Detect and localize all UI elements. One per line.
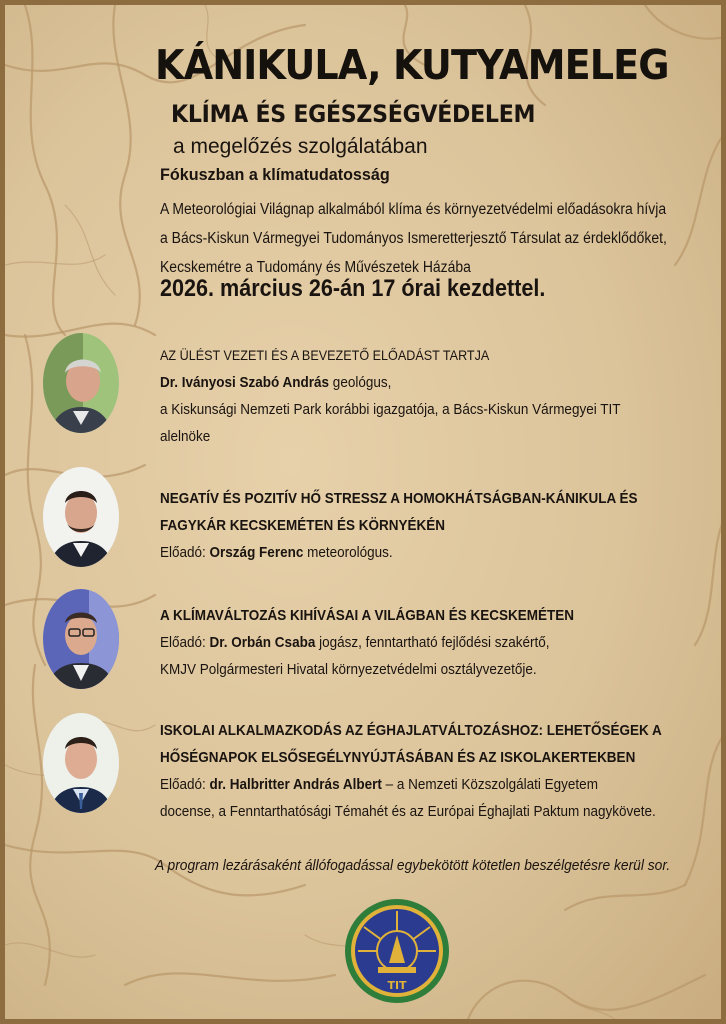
speaker-photo-4-icon xyxy=(43,713,119,813)
talk-4-title: ISKOLAI ALKALMAZKODÁS AZ ÉGHAJLATVÁLTOZÁSHOZ: LEHETŐSÉGEK A xyxy=(160,722,662,739)
speaker-1-block xyxy=(160,342,720,450)
poster-tagline: a megelőzés szolgálatában xyxy=(173,135,428,158)
presenter-label: Előadó: xyxy=(160,776,210,793)
speaker-3-block xyxy=(160,602,720,683)
speaker-3-role-line: KMJV Polgármesteri Hivatal környezetvédelmi osztályvezetője. xyxy=(160,661,537,678)
talk-2-title: FAGYKÁR KECSKEMÉTEN ÉS KÖRNYÉKÉN xyxy=(160,517,446,534)
speaker-2-name: Ország Ferenc xyxy=(209,544,304,561)
event-date: 2026. március 26-án 17 órai kezdettel. xyxy=(160,275,546,302)
invitation-line: a Bács-Kiskun Vármegyei Tudományos Ismeretterjesztő Társulat az érdeklődőket, xyxy=(160,230,667,247)
speaker-1-heading: AZ ÜLÉST VEZETI ÉS A BEVEZETŐ ELŐADÁST TARTJA xyxy=(160,347,490,363)
invitation-text xyxy=(160,195,720,282)
speaker-1-role-line: a Kiskunsági Nemzeti Park korábbi igazgatója, a Bács-Kiskun Vármegyei TIT xyxy=(160,401,621,418)
poster-subtitle: KLÍMA ÉS EGÉSZSÉGVÉDELEM xyxy=(171,100,536,128)
speaker-4-role: – a Nemzeti Közszolgálati Egyetem xyxy=(381,776,598,793)
invitation-line: A Meteorológiai Világnap alkalmából klíma és környezetvédelmi előadásokra hívja xyxy=(160,201,667,218)
speaker-3-line xyxy=(160,629,664,656)
speaker-4-role-line: docense, a Fenntarthatósági Témahét és az Európai Éghajlati Paktum nagykövete. xyxy=(160,803,656,820)
closing-note: A program lezárásaként állófogadással egybekötött kötetlen beszélgetésre kerül sor. xyxy=(155,857,671,874)
speaker-3-role: jogász, fenntartható fejlődési szakértő, xyxy=(315,634,550,651)
speaker-2-line xyxy=(160,539,664,566)
poster-title: KÁNIKULA, KUTYAMELEG xyxy=(155,41,669,89)
focus-heading: Fókuszban a klímatudatosság xyxy=(160,165,390,184)
speaker-2-role: meteorológus. xyxy=(303,544,393,561)
speaker-photo-1-icon xyxy=(43,333,119,433)
speaker-photo-2-icon xyxy=(43,467,119,567)
presenter-label: Előadó: xyxy=(160,634,210,651)
speaker-4-name: dr. Halbritter András Albert xyxy=(209,776,382,793)
presenter-label: Előadó: xyxy=(160,544,210,561)
speaker-1-role: geológus, xyxy=(329,374,392,391)
invitation-line: Kecskemétre a Tudomány és Művészetek Házába xyxy=(160,259,471,276)
tit-logo-emblem-icon xyxy=(344,897,450,1005)
speaker-4-block xyxy=(160,717,720,825)
logo-text: TIT xyxy=(387,979,407,992)
talk-2-title: NEGATÍV ÉS POZITÍV HŐ STRESSZ A HOMOKHÁTSÁGBAN-KÁNIKULA ÉS xyxy=(160,490,638,507)
speaker-photo-3-icon xyxy=(43,589,119,689)
talk-4-title: HŐSÉGNAPOK ELSŐSEGÉLYNYÚJTÁSÁBAN ÉS AZ ISKOLAKERTEKBEN xyxy=(160,749,636,766)
speaker-2-block xyxy=(160,485,720,566)
speaker-1-name: Dr. Iványosi Szabó András xyxy=(160,374,330,391)
speaker-1-name-line xyxy=(160,369,664,396)
talk-3-title: A KLÍMAVÁLTOZÁS KIHÍVÁSAI A VILÁGBAN ÉS KECSKEMÉTEN xyxy=(160,607,575,624)
speaker-4-line xyxy=(160,771,664,798)
speaker-3-name: Dr. Orbán Csaba xyxy=(209,634,316,651)
speaker-1-role-line: alelnöke xyxy=(160,428,211,445)
